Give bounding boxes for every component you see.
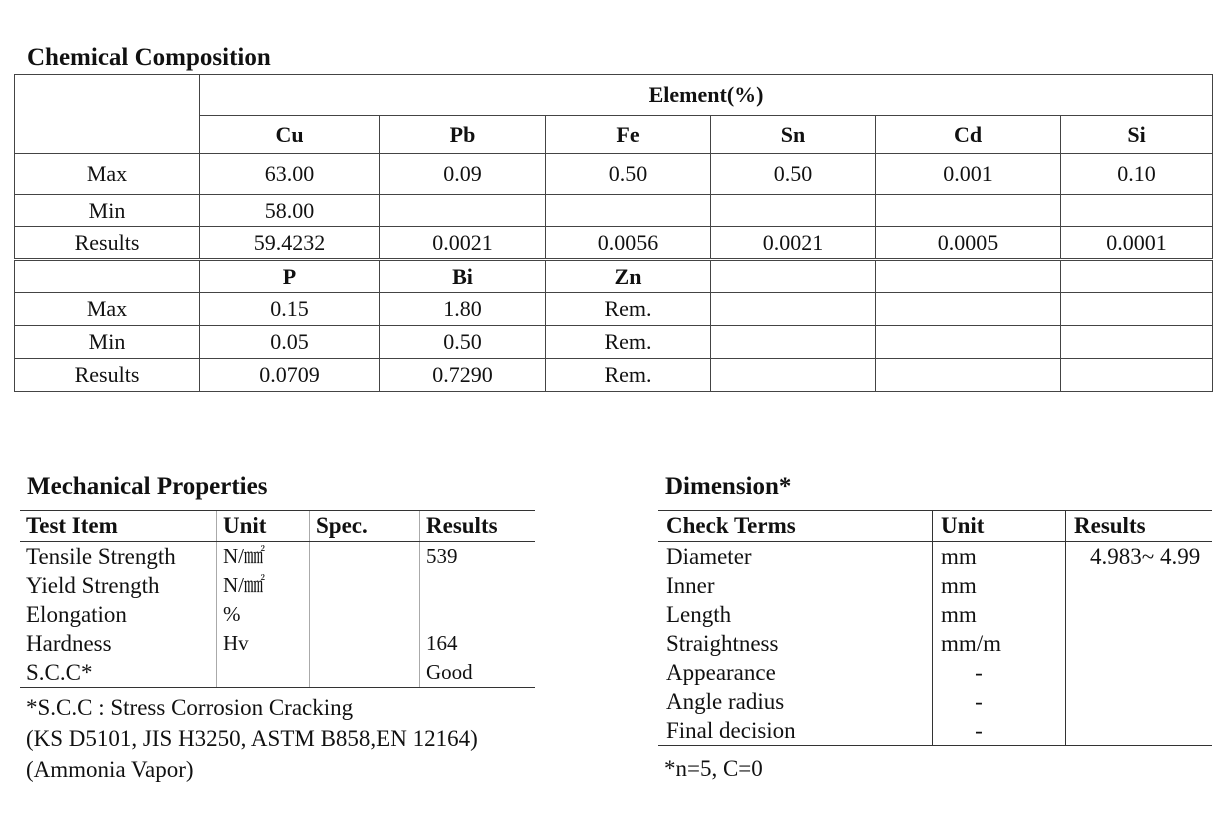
- table-cell: 0.0056: [546, 227, 711, 260]
- table-cell: [380, 195, 546, 227]
- table-cell: Rem.: [546, 326, 711, 359]
- unit-value: N/㎟: [217, 571, 310, 600]
- test-item: Tensile Strength: [26, 544, 176, 569]
- table-row: [658, 687, 1212, 716]
- result-value: 4.983~ 4.99: [1066, 542, 1213, 572]
- table-cell: [546, 195, 711, 227]
- row-label: Min: [15, 326, 200, 359]
- element-cd: Cd: [876, 116, 1061, 154]
- row-label: Max: [15, 293, 200, 326]
- table-row: [658, 571, 1212, 600]
- result-value: [1066, 629, 1213, 658]
- check-term: Inner: [666, 573, 715, 598]
- blank-cell: [15, 260, 200, 293]
- row-label: Results: [15, 359, 200, 392]
- result-value: 164: [420, 629, 536, 658]
- col-test-item: Test Item: [20, 511, 217, 542]
- dimension-note: *n=5, C=0: [664, 756, 763, 781]
- unit-value: N/㎟: [217, 542, 310, 572]
- table-cell: 1.80: [380, 293, 546, 326]
- spec-value: [310, 571, 420, 600]
- check-term: Diameter: [666, 544, 752, 569]
- test-item: Hardness: [26, 631, 112, 656]
- result-value: [1066, 600, 1213, 629]
- check-term: Angle radius: [666, 689, 785, 714]
- test-item: Elongation: [26, 602, 127, 627]
- element-si: Si: [1061, 116, 1213, 154]
- table-cell: [711, 195, 876, 227]
- table-cell: 0.0021: [380, 227, 546, 260]
- table-cell: 0.7290: [380, 359, 546, 392]
- table-cell: [1061, 359, 1213, 392]
- table-cell: 0.05: [200, 326, 380, 359]
- table-cell: [876, 293, 1061, 326]
- table-cell: 0.0005: [876, 227, 1061, 260]
- mechanical-notes: [26, 692, 478, 785]
- row-label: Min: [15, 195, 200, 227]
- table-row: [15, 195, 1213, 227]
- table-cell: [711, 293, 876, 326]
- row-label: Results: [15, 227, 200, 260]
- table-cell: 0.0001: [1061, 227, 1213, 260]
- spec-value: [310, 600, 420, 629]
- col-spec: Spec.: [310, 511, 420, 542]
- table-header-row: [658, 511, 1212, 542]
- table-row: [15, 359, 1213, 392]
- unit-value: Hv: [217, 629, 310, 658]
- element-fe: Fe: [546, 116, 711, 154]
- table-cell: [876, 195, 1061, 227]
- table-cell: 59.4232: [200, 227, 380, 260]
- unit-value: -: [933, 687, 1066, 716]
- mechanical-properties-title: Mechanical Properties: [27, 473, 268, 500]
- result-value: Good: [420, 658, 536, 688]
- result-value: [1066, 716, 1213, 746]
- element-zn: Zn: [546, 260, 711, 293]
- table-row: [20, 600, 535, 629]
- table-cell: 0.09: [380, 154, 546, 195]
- test-item: Yield Strength: [26, 573, 160, 598]
- col-results: Results: [420, 511, 536, 542]
- result-value: 539: [420, 542, 536, 572]
- table-cell: 0.50: [380, 326, 546, 359]
- table-row: [20, 571, 535, 600]
- col-unit: Unit: [217, 511, 310, 542]
- col-check-terms: Check Terms: [658, 511, 933, 542]
- chemical-composition-table: [14, 74, 1213, 392]
- table-cell: 0.15: [200, 293, 380, 326]
- result-value: [1066, 571, 1213, 600]
- unit-value: mm: [933, 542, 1066, 572]
- element-header: Element(%): [200, 75, 1213, 116]
- table-cell: [711, 359, 876, 392]
- check-term: Final decision: [658, 716, 933, 746]
- unit-value: %: [217, 600, 310, 629]
- spec-value: [310, 542, 420, 572]
- dimension-title: Dimension*: [665, 473, 792, 500]
- table-cell: [876, 326, 1061, 359]
- table-row: [15, 260, 1213, 293]
- note-line: (KS D5101, JIS H3250, ASTM B858,EN 12164): [26, 726, 478, 751]
- col-results: Results: [1066, 511, 1213, 542]
- table-cell: [876, 359, 1061, 392]
- table-cell: [876, 260, 1061, 293]
- check-term: Straightness: [666, 631, 779, 656]
- table-row: [15, 154, 1213, 195]
- table-cell: Rem.: [546, 293, 711, 326]
- unit-value: [217, 658, 310, 688]
- table-cell: 58.00: [200, 195, 380, 227]
- chemical-composition-title: Chemical Composition: [27, 44, 271, 71]
- table-cell: 0.10: [1061, 154, 1213, 195]
- element-bi: Bi: [380, 260, 546, 293]
- table-cell: 0.50: [711, 154, 876, 195]
- col-unit: Unit: [933, 511, 1066, 542]
- element-p: P: [200, 260, 380, 293]
- spec-value: [310, 629, 420, 658]
- table-cell: [1061, 260, 1213, 293]
- table-row: [15, 293, 1213, 326]
- mechanical-properties-table: [20, 510, 535, 688]
- table-row: [658, 542, 1212, 572]
- table-cell: [1061, 293, 1213, 326]
- table-row: [15, 326, 1213, 359]
- element-cu: Cu: [200, 116, 380, 154]
- table-row: [658, 716, 1212, 746]
- result-value: [1066, 687, 1213, 716]
- table-cell: [1061, 195, 1213, 227]
- element-sn: Sn: [711, 116, 876, 154]
- unit-value: mm: [933, 600, 1066, 629]
- table-row: [658, 629, 1212, 658]
- unit-value: mm: [933, 571, 1066, 600]
- table-row: [20, 542, 535, 572]
- row-label: Max: [15, 154, 200, 195]
- table-row: [658, 658, 1212, 687]
- table-cell: 0.0021: [711, 227, 876, 260]
- note-line: *S.C.C : Stress Corrosion Cracking: [26, 695, 354, 720]
- table-cell: 0.50: [546, 154, 711, 195]
- result-value: [420, 571, 536, 600]
- table-row: [20, 629, 535, 658]
- table-cell: 0.0709: [200, 359, 380, 392]
- table-row: [20, 658, 535, 688]
- unit-value: -: [933, 658, 1066, 687]
- result-value: [1066, 658, 1213, 687]
- unit-value: -: [933, 716, 1066, 746]
- table-header-row: [20, 511, 535, 542]
- spec-value: [310, 658, 420, 688]
- unit-value: mm/m: [933, 629, 1066, 658]
- check-term: Length: [666, 602, 732, 627]
- check-term: Appearance: [666, 660, 776, 685]
- table-cell: 63.00: [200, 154, 380, 195]
- element-pb: Pb: [380, 116, 546, 154]
- corner-cell: [15, 75, 200, 154]
- dimension-table: [658, 510, 1212, 746]
- table-cell: [1061, 326, 1213, 359]
- table-cell: 0.001: [876, 154, 1061, 195]
- test-item: S.C.C*: [20, 658, 217, 688]
- note-line: (Ammonia Vapor): [26, 757, 194, 782]
- result-value: [420, 600, 536, 629]
- table-cell: [711, 326, 876, 359]
- table-cell: Rem.: [546, 359, 711, 392]
- table-row: [15, 227, 1213, 260]
- table-cell: [711, 260, 876, 293]
- table-row: [658, 600, 1212, 629]
